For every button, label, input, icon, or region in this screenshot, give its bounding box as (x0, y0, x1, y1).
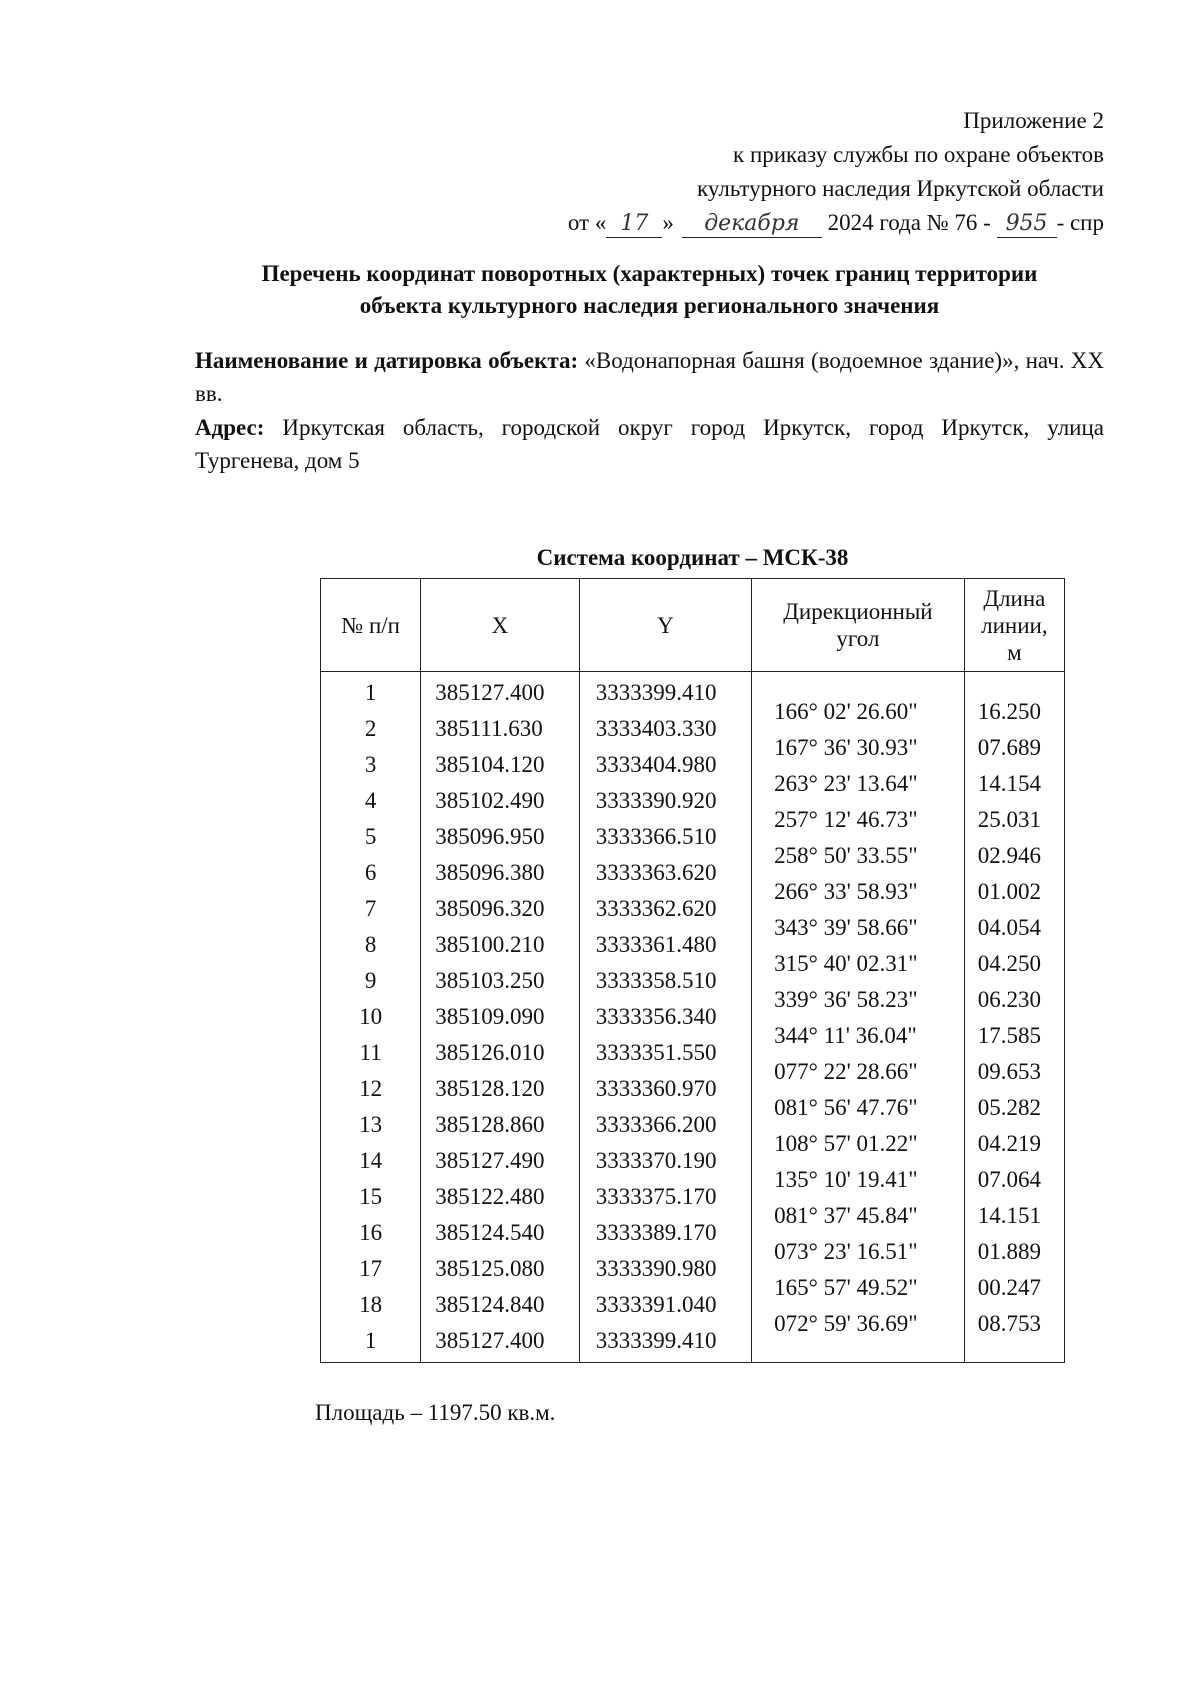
x-coordinate-cell: 385102.490 (435, 788, 545, 813)
coordinate-system-title: Система координат – МСК-38 (536, 545, 849, 570)
direction-angle-cell: 072° 59' 36.69" (774, 1310, 918, 1336)
x-coordinate-cell: 385127.400 (435, 1328, 545, 1353)
handwritten-order-number: 955 (997, 211, 1057, 238)
title-line-2: объекта культурного наследия регионального значения (359, 293, 940, 318)
object-name-label: Наименование и датировка объекта: (195, 348, 579, 373)
y-coordinate-cell: 3333399.410 (595, 1328, 717, 1353)
angle-column (752, 673, 964, 1362)
header-angle-line-2: угол (836, 626, 880, 651)
line-length-cell: 07.064 (977, 1166, 1041, 1192)
point-number-cell: 17 (359, 1256, 383, 1281)
direction-angle-cell: 081° 56' 47.76" (774, 1094, 918, 1120)
line-length-cell: 14.154 (977, 770, 1041, 796)
point-number-cell: 11 (359, 1040, 382, 1065)
y-coordinate-cell: 3333389.170 (595, 1220, 717, 1245)
y-coordinate-cell: 3333390.980 (595, 1256, 717, 1281)
header-length-line-1: Длина (983, 585, 1046, 611)
date-suffix: - спр (1056, 210, 1104, 235)
y-coordinate-cell: 3333358.510 (595, 968, 717, 993)
point-number-cell: 10 (359, 1004, 383, 1029)
x-coordinate-cell: 385104.120 (435, 752, 545, 777)
line-length-cell: 25.031 (977, 806, 1041, 832)
y-coordinate-cell: 3333362.620 (595, 896, 717, 921)
line-length-cell: 09.653 (977, 1058, 1041, 1084)
point-number-cell: 7 (364, 896, 377, 921)
point-number-cell: 1 (364, 1328, 377, 1353)
line-length-cell: 04.219 (977, 1130, 1041, 1156)
direction-angle-cell: 315° 40' 02.31" (774, 950, 918, 976)
line-length-cell: 01.889 (977, 1238, 1041, 1264)
x-coordinate-cell: 385096.950 (435, 824, 545, 849)
direction-angle-cell: 266° 33' 58.93" (774, 878, 918, 904)
y-coordinate-cell: 3333390.920 (595, 788, 717, 813)
y-coordinate-cell: 3333391.040 (595, 1292, 717, 1317)
handwritten-day: 17 (606, 211, 662, 238)
x-coordinate-cell: 385096.380 (435, 860, 545, 885)
x-coordinate-cell: 385127.400 (435, 680, 545, 705)
x-coordinate-cell: 385111.630 (435, 716, 543, 741)
x-coordinate-cell: 385128.860 (435, 1112, 545, 1137)
direction-angle-cell: 339° 36' 58.23" (774, 986, 918, 1012)
y-coordinate-cell: 3333356.340 (595, 1004, 717, 1029)
area-text: Площадь – 1197.50 кв.м. (315, 1400, 556, 1425)
line-length-cell: 16.250 (977, 698, 1041, 724)
y-coordinate-cell: 3333403.330 (595, 716, 717, 741)
header-angle (752, 579, 965, 672)
header-y: Y (579, 579, 751, 672)
document-title (195, 258, 1104, 322)
point-number-cell: 1 (364, 680, 377, 705)
line-length-cell: 02.946 (977, 842, 1041, 868)
date-prefix: от « (567, 210, 607, 235)
date-year: 2024 года № 76 - (827, 210, 991, 235)
direction-angle-cell: 135° 10' 19.41" (774, 1166, 918, 1192)
y-coordinate-cell: 3333404.980 (595, 752, 717, 777)
direction-angle-cell: 344° 11' 36.04" (774, 1022, 917, 1048)
direction-angle-cell: 166° 02' 26.60" (774, 698, 918, 724)
x-coordinate-cell: 385125.080 (435, 1256, 545, 1281)
point-number-cell: 2 (364, 716, 377, 741)
point-number-cell: 13 (359, 1112, 383, 1137)
y-coordinate-column (580, 672, 751, 1362)
header-length (964, 579, 1064, 672)
direction-angle-cell: 081° 37' 45.84" (774, 1202, 918, 1228)
address-paragraph (195, 411, 1104, 477)
address-value: Иркутская область, городской округ город Иркутск, город Иркутск, улица Тургенева, дом 5 (195, 415, 1104, 473)
x-coordinate-cell: 385122.480 (435, 1184, 545, 1209)
title-line-1: Перечень координат поворотных (характерных) точек границ территории (261, 261, 1038, 286)
line-length-cell: 00.247 (977, 1274, 1041, 1300)
direction-angle-cell: 343° 39' 58.66" (774, 914, 918, 940)
point-number-cell: 12 (359, 1076, 383, 1101)
y-coordinate-cell: 3333366.200 (595, 1112, 717, 1137)
y-coordinate-cell: 3333399.410 (595, 680, 717, 705)
line-length-cell: 04.054 (977, 914, 1041, 940)
line-length-cell: 06.230 (977, 986, 1041, 1012)
direction-angle-cell: 263° 23' 13.64" (774, 770, 918, 796)
line-length-cell: 01.002 (977, 878, 1041, 904)
point-number-cell: 6 (364, 860, 377, 885)
y-coordinate-cell: 3333360.970 (595, 1076, 717, 1101)
line-length-cell: 17.585 (977, 1022, 1041, 1048)
authority-line: культурного наследия Иркутской области (697, 176, 1104, 201)
table-header-row (321, 579, 1065, 672)
line-length-cell: 07.689 (977, 734, 1041, 760)
direction-angle-cell: 258° 50' 33.55" (774, 842, 918, 868)
y-coordinate-cell: 3333351.550 (595, 1040, 717, 1065)
x-coordinate-cell: 385128.120 (435, 1076, 545, 1101)
x-coordinate-cell: 385127.490 (435, 1148, 545, 1173)
header-x: X (421, 579, 579, 672)
y-coordinate-cell: 3333363.620 (595, 860, 717, 885)
x-coordinate-cell: 385100.210 (435, 932, 545, 957)
direction-angle-cell: 167° 36' 30.93" (774, 734, 918, 760)
point-number-cell: 4 (364, 788, 377, 813)
address-label: Адрес: (195, 415, 265, 440)
direction-angle-cell: 073° 23' 16.51" (774, 1238, 918, 1264)
direction-angle-cell: 077° 22' 28.66" (774, 1058, 918, 1084)
point-number-cell: 14 (359, 1148, 383, 1173)
order-reference-line: к приказу службы по охране объектов (733, 142, 1104, 167)
header-length-line-3: м (1007, 639, 1022, 665)
y-coordinate-cell: 3333370.190 (595, 1148, 717, 1173)
object-info (195, 344, 1104, 478)
point-number-cell: 3 (364, 752, 377, 777)
point-number-cell: 18 (359, 1292, 383, 1317)
point-number-cell: 15 (359, 1184, 383, 1209)
x-coordinate-column (421, 672, 578, 1362)
direction-angle-cell: 257° 12' 46.73" (774, 806, 918, 832)
order-date-line (568, 206, 1104, 240)
handwritten-month: декабря (682, 211, 822, 238)
x-coordinate-cell: 385126.010 (435, 1040, 545, 1065)
direction-angle-cell: 108° 57' 01.22" (774, 1130, 918, 1156)
x-coordinate-cell: 385096.320 (435, 896, 545, 921)
date-mid: » (662, 210, 674, 235)
point-number-column (321, 672, 420, 1362)
y-coordinate-cell: 3333375.170 (595, 1184, 717, 1209)
y-coordinate-cell: 3333361.480 (595, 932, 717, 957)
table-body-row (321, 672, 1065, 1363)
x-coordinate-cell: 385124.840 (435, 1292, 545, 1317)
object-name-value: «Водонапорная башня (водоемное здание)», нач. XX вв. (195, 348, 1105, 406)
line-length-cell: 14.151 (977, 1202, 1041, 1228)
line-length-cell: 05.282 (977, 1094, 1041, 1120)
line-length-cell: 04.250 (977, 950, 1041, 976)
coordinates-table (320, 578, 1065, 1363)
header-angle-line-1: Дирекционный (783, 599, 933, 624)
appendix-label: Приложение 2 (963, 108, 1104, 133)
document-header (568, 104, 1104, 240)
point-number-cell: 16 (359, 1220, 383, 1245)
direction-angle-cell: 165° 57' 49.52" (774, 1274, 918, 1300)
line-length-cell: 08.753 (977, 1310, 1041, 1336)
point-number-cell: 5 (364, 824, 377, 849)
header-length-line-2: линии, (981, 612, 1048, 638)
y-coordinate-cell: 3333366.510 (595, 824, 717, 849)
x-coordinate-cell: 385124.540 (435, 1220, 545, 1245)
object-name-paragraph (195, 344, 1104, 410)
length-column (965, 673, 1064, 1362)
x-coordinate-cell: 385109.090 (435, 1004, 545, 1029)
point-number-cell: 8 (364, 932, 377, 957)
point-number-cell: 9 (364, 968, 377, 993)
header-number: № п/п (321, 579, 421, 672)
x-coordinate-cell: 385103.250 (435, 968, 545, 993)
